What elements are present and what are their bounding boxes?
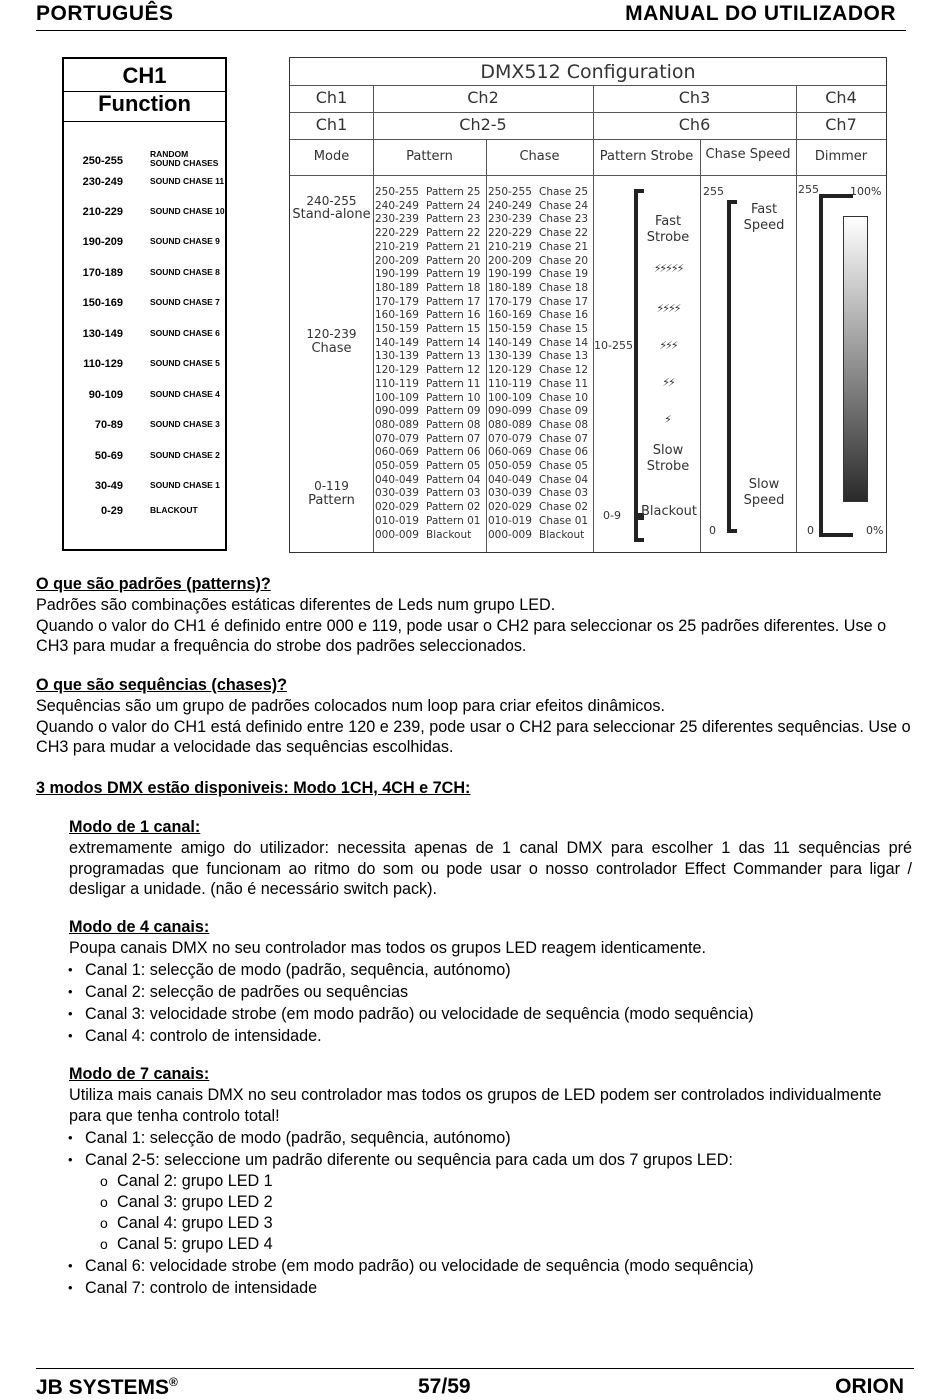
list-item-text: Canal 3: velocidade strobe (em modo padrão) ou velocidade de sequência (modo sequência) [85, 1005, 754, 1023]
sub-list-item [68, 1234, 912, 1255]
footer-brand-name: JB SYSTEMS [36, 1376, 170, 1399]
list-item [68, 1255, 912, 1277]
mode4-heading: Modo de 4 canais: [69, 918, 210, 936]
mode4-text: Poupa canais DMX no seu controlador mas todos os grupos LED reagem identicamente. [69, 938, 707, 957]
ch1-label: SOUND CHASE 1 [150, 480, 220, 490]
bullet: • [68, 984, 73, 999]
dimmer-gradient-bar [843, 216, 868, 502]
mode-header: Mode [313, 149, 350, 164]
ch1-title: CH1 [122, 63, 167, 88]
dimmer-bottom: 0 [807, 524, 814, 537]
list-item-text: Canal 6: velocidade strobe (em modo padrão) ou velocidade de sequência (modo sequência) [85, 1257, 754, 1275]
list-item [68, 1149, 912, 1171]
ch-header: Ch6 [678, 115, 711, 134]
list-item-text: Canal 2-5: seleccione um padrão diferente ou sequência para cada um dos 7 grupos LED: [85, 1151, 733, 1169]
chase-names: Chase 25 Chase 24 Chase 23 Chase 22 Chase 21 Chase 20 Chase 19 Chase 18 Chase 17 Chase 16 Chase 15 Chase 14 Chase 13 Chase 12 Chase 11 Chase 10 Chase 09 Chase 08 Chase 07 Chase 06 Chase 05 Chase 04 Chase 03 Chase 02 Chase 01 Blackout [539, 186, 589, 541]
modes-section [36, 778, 912, 799]
footer-brand [36, 1375, 178, 1400]
list-item-text: Canal 7: controlo de intensidade [85, 1279, 318, 1297]
mode-chase-label: Chase [311, 341, 352, 356]
strobe-bolts-4: ⚡⚡⚡⚡ [656, 302, 680, 315]
speed-top: 255 [703, 185, 724, 198]
ch1-label: SOUND CHASE 5 [150, 358, 220, 368]
bullet: • [68, 962, 73, 977]
sub-bullet: o [100, 1236, 108, 1252]
bullet: • [68, 1130, 73, 1145]
ch1-label: SOUND CHASE 8 [150, 267, 220, 277]
bullet: • [68, 1280, 73, 1295]
sub-list-item [68, 1213, 912, 1234]
mode7-section [69, 1064, 912, 1126]
ch1-range: 30-49 [94, 480, 123, 492]
ch1-range: 110-129 [83, 358, 123, 370]
modes-heading: 3 modos DMX estão disponiveis: Modo 1CH, 4CH e 7CH: [36, 779, 471, 797]
mode-pattern-label: Pattern [308, 493, 355, 508]
mode4-list [68, 959, 912, 1047]
list-item [68, 1277, 912, 1299]
mode-header: Chase [519, 149, 560, 164]
blackout-bracket [634, 516, 644, 542]
divider [373, 139, 374, 552]
speed-slow: Slow Speed [743, 477, 785, 508]
ch1-label: SOUND CHASE 2 [150, 450, 220, 460]
ch1-range: 50-69 [94, 450, 123, 462]
strobe-blackout: Blackout [641, 504, 697, 519]
pattern-names: Pattern 25 Pattern 24 Pattern 23 Pattern 22 Pattern 21 Pattern 20 Pattern 19 Pattern 18 Pattern 17 Pattern 16 Pattern 15 Pattern 14 Pattern 13 Pattern 12 Pattern 11 Pattern 10 Pattern 09 Pattern 08 Pattern 07 Pattern 06 Pattern 05 Pattern 04 Pattern 03 Pattern 02 Pattern 01 Blackout [426, 186, 481, 541]
strobe-bolts-1: ⚡ [664, 413, 672, 426]
ch-header: Ch2-5 [459, 115, 507, 134]
ch1-range: 170-189 [82, 267, 123, 279]
dmx-title: DMX512 Configuration [480, 61, 696, 83]
mode-standalone-label: Stand-alone [292, 207, 371, 222]
list-item-text: Canal 3: grupo LED 2 [117, 1193, 273, 1211]
patterns-heading: O que são padrões (patterns)? [36, 575, 271, 593]
list-item-text: Canal 1: selecção de modo (padrão, sequência, autónomo) [85, 1129, 511, 1147]
ch1-label: SOUND CHASE 10 [150, 206, 225, 216]
strobe-bolts-5: ⚡⚡⚡⚡⚡ [653, 262, 683, 275]
mode1-section [69, 817, 912, 900]
divider [486, 139, 487, 552]
ch1-label: SOUND CHASE 11 [150, 176, 225, 186]
ch1-range: 250-255 [82, 155, 123, 167]
pattern-ranges: 250-255 240-249 230-239 220-229 210-219 200-209 190-199 180-189 170-179 160-169 150-159 140-149 130-139 120-129 110-119 100-109 090-099 080-089 070-079 060-069 050-059 040-049 030-039 020-029 010-019 000-009 [375, 186, 419, 541]
sub-bullet: o [100, 1173, 108, 1189]
speed-bottom: 0 [709, 524, 716, 537]
list-item-text: Canal 1: selecção de modo (padrão, sequência, autónomo) [85, 961, 511, 979]
list-item-text: Canal 2: grupo LED 1 [117, 1172, 273, 1190]
ch1-range: 130-149 [82, 328, 123, 340]
ch1-label: RANDOM [150, 149, 189, 159]
patterns-paragraph: Quando o valor do CH1 é definido entre 000 e 119, pode usar o CH2 para seleccionar os 25 padrões diferentes. Use o CH3 para mudar a frequência do strobe dos padrões seleccionados. [36, 616, 887, 656]
mode7-list [68, 1127, 912, 1299]
ch1-label: BLACKOUT [150, 505, 198, 515]
mode1-heading: Modo de 1 canal: [69, 818, 201, 836]
bullet: • [68, 1006, 73, 1021]
strobe-slow: Slow Strobe [646, 443, 690, 474]
list-item [68, 959, 912, 981]
patterns-section [36, 574, 912, 657]
strobe-range-low: 0-9 [603, 509, 621, 522]
dimmer-top: 255 [798, 183, 819, 196]
ch1-label: SOUND CHASE 4 [150, 389, 220, 399]
dmx-config-table [289, 57, 887, 553]
ch1-range: 150-169 [82, 297, 123, 309]
ch1-label: SOUND CHASES [150, 158, 219, 168]
ch-header: Ch1 [315, 88, 348, 107]
patterns-paragraph: Padrões são combinações estáticas diferentes de Leds num grupo LED. [36, 595, 556, 614]
chases-paragraph: Quando o valor do CH1 está definido entre 120 e 239, pode usar o CH2 para seleccionar 25 diferentes sequências. Use o CH3 para mudar a velocidade das sequências escolhidas. [36, 717, 911, 757]
list-item [68, 1003, 912, 1025]
ch-header: Ch4 [825, 88, 857, 107]
speed-fast: Fast Speed [743, 202, 785, 233]
mode-pattern-range: 0-119 [314, 479, 349, 493]
chases-section [36, 675, 912, 758]
ch1-range: 190-209 [82, 236, 123, 248]
dimmer-bottom-pct: 0% [866, 524, 884, 537]
strobe-fast: Fast Strobe [646, 214, 690, 245]
chase-ranges: 250-255 240-249 230-239 220-229 210-219 200-209 190-199 180-189 170-179 160-169 150-159 140-149 130-139 120-129 110-119 100-109 090-099 080-089 070-079 060-069 050-059 040-049 030-039 020-029 010-019 000-009 [488, 186, 532, 541]
ch1-range: 0-29 [100, 505, 123, 517]
ch-header: Ch3 [678, 88, 711, 107]
mode-standalone-range: 240-255 [306, 194, 357, 208]
ch-header: Ch1 [315, 115, 348, 134]
ch1-function-title: Function [98, 91, 191, 116]
ch1-range: 230-249 [82, 176, 123, 188]
mode7-heading: Modo de 7 canais: [69, 1065, 210, 1083]
ch1-label: SOUND CHASE 9 [150, 236, 220, 246]
list-item-text: Canal 4: controlo de intensidade. [85, 1027, 322, 1045]
mode1-text: extremamente amigo do utilizador: necessita apenas de 1 canal DMX para escolher 1 das 11 sequências pré programadas que funcionam ao ritmo do som ou pode usar o nosso controlador Effect Commander para ligar / desligar a unidade. (não é necessário switch pack). [69, 838, 912, 899]
sub-bullet: o [100, 1194, 108, 1210]
ch-header: Ch7 [825, 115, 857, 134]
chases-paragraph: Sequências são um grupo de padrões colocados num loop para criar efeitos dinâmicos. [36, 696, 665, 715]
divider [64, 121, 225, 122]
registered-mark: ® [169, 1375, 178, 1389]
ch1-label: SOUND CHASE 7 [150, 297, 220, 307]
mode7-text: Utiliza mais canais DMX no seu controlador mas todos os grupos de LED podem ser controlados individualmente para que tenha controlo total! [69, 1085, 882, 1125]
mode-header: Dimmer [814, 149, 868, 164]
header-title: MANUAL DO UTILIZADOR [625, 2, 896, 25]
ch1-label: SOUND CHASE 3 [150, 419, 220, 429]
list-item-text: Canal 4: grupo LED 3 [117, 1214, 273, 1232]
mode-chase-range: 120-239 [306, 327, 357, 341]
list-item [68, 1025, 912, 1047]
sub-bullet: o [100, 1215, 108, 1231]
page-header [36, 2, 906, 31]
page-footer [36, 1368, 914, 1398]
chases-heading: O que são sequências (chases)? [36, 676, 288, 694]
divider [700, 139, 701, 552]
bullet: • [68, 1028, 73, 1043]
ch1-range: 70-89 [94, 419, 123, 431]
header-language: PORTUGUÊS [36, 2, 174, 25]
mode-header: Pattern Strobe [599, 149, 694, 164]
sub-list-item [68, 1171, 912, 1192]
sub-list-item [68, 1192, 912, 1213]
strobe-range-high: 10-255 [594, 339, 633, 352]
strobe-bolts-2: ⚡⚡ [662, 376, 674, 389]
ch1-label: SOUND CHASE 6 [150, 328, 220, 338]
mode-header: Pattern [406, 149, 453, 164]
mode-header: Chase Speed [705, 147, 791, 162]
footer-product: ORION [835, 1375, 904, 1398]
bullet: • [68, 1258, 73, 1273]
bullet: • [68, 1152, 73, 1167]
list-item-text: Canal 5: grupo LED 4 [117, 1235, 273, 1253]
list-item [68, 981, 912, 1003]
mode4-section [69, 917, 912, 959]
ch1-range: 90-109 [88, 389, 123, 401]
list-item-text: Canal 2: selecção de padrões ou sequências [85, 983, 409, 1001]
dimmer-top-pct: 100% [850, 185, 882, 198]
ch1-function-table [62, 57, 227, 551]
divider [796, 139, 797, 552]
ch-header: Ch2 [467, 88, 499, 107]
page-number: 57/59 [418, 1375, 471, 1398]
ch1-range: 210-229 [82, 206, 123, 218]
strobe-bolts-3: ⚡⚡⚡ [659, 339, 677, 352]
list-item [68, 1127, 912, 1149]
